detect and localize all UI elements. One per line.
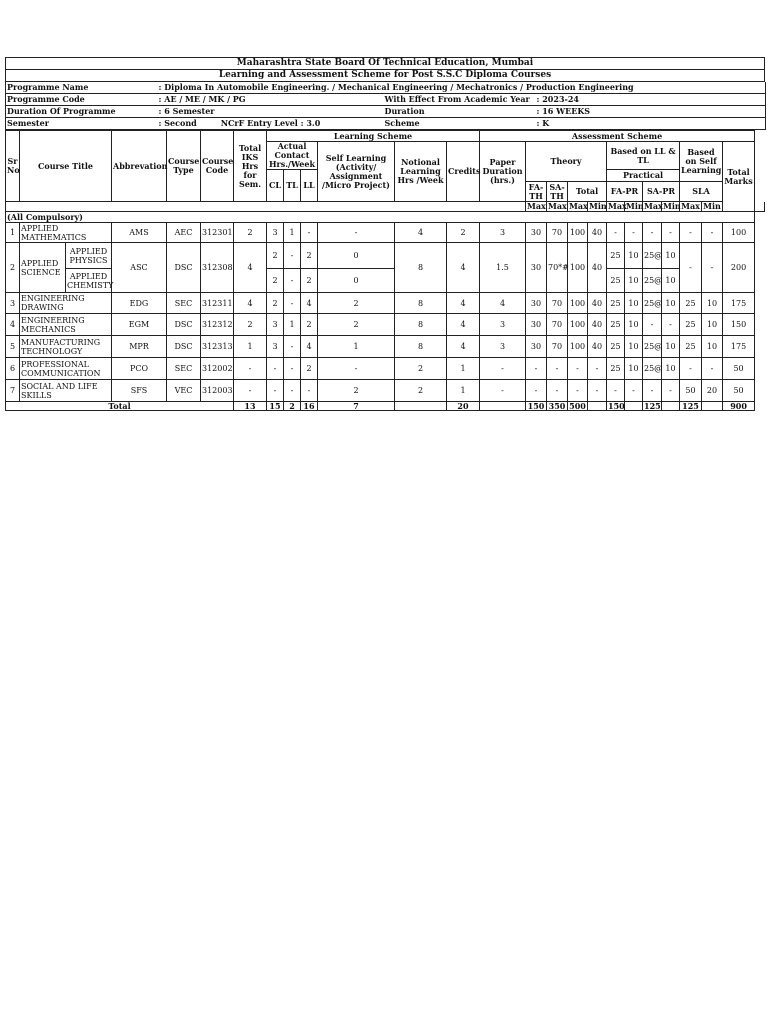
col-self-learning: Self Learning (Activity/ Assignment /Micro Project) — [318, 142, 395, 202]
th-total-max-cell: 100 — [568, 314, 588, 336]
col-paper-duration: Paper Duration (hrs.) — [480, 142, 526, 202]
table-row — [6, 314, 765, 336]
col-course-title: Course Title — [20, 131, 112, 202]
sr-cell: 1 — [6, 223, 20, 243]
col-fa-pr: FA-PR — [607, 182, 643, 202]
total-sla: 125 — [680, 402, 702, 411]
total-marks: 900 — [723, 402, 755, 411]
ll-cell: 2 — [301, 314, 318, 336]
col-tl: TL — [284, 170, 301, 202]
sr-cell: 7 — [6, 380, 20, 402]
code-cell: 312301 — [201, 223, 234, 243]
col-sa-pr: SA-PR — [643, 182, 680, 202]
col-course-type: Course Type — [167, 131, 201, 202]
iks-cell: 2 — [234, 223, 267, 243]
code-cell: 312003 — [201, 380, 234, 402]
semester-label: Semester — [7, 118, 49, 128]
total-sl: 7 — [318, 402, 395, 411]
sla-max: Max — [681, 201, 700, 211]
scheme-table — [5, 130, 765, 411]
sl-cell: 0 — [318, 243, 395, 269]
cl-cell: 2 — [267, 293, 284, 314]
abbr-cell: MPR — [112, 336, 167, 358]
ll-cell: 2 — [301, 269, 318, 293]
fa-pr-max-cell: 25 — [607, 293, 625, 314]
tl-cell: 1 — [284, 223, 301, 243]
sa-pr-min-cell: 10 — [662, 336, 680, 358]
paper-cell: - — [480, 358, 526, 380]
effect-label: With Effect From Academic Year — [384, 94, 530, 104]
effect-value: : 2023-24 — [536, 94, 579, 104]
fa-th-cell: 30 — [526, 336, 547, 358]
course-rows-b — [6, 293, 765, 402]
fa-pr-max-cell: 25 — [607, 336, 625, 358]
paper-cell: - — [480, 380, 526, 402]
tl-cell: - — [284, 336, 301, 358]
sl-cell: - — [318, 223, 395, 243]
assessment-scheme-header: Assessment Scheme — [480, 131, 755, 142]
sla-max-cell: 25 — [680, 336, 702, 358]
col-sa-th: SA-TH — [547, 182, 568, 202]
total-credits: 20 — [447, 402, 480, 411]
sa-th-cell: - — [547, 358, 568, 380]
sa-th-cell: - — [547, 380, 568, 402]
fa-th-cell: 30 — [526, 293, 547, 314]
tl-cell: 1 — [284, 314, 301, 336]
type-cell: DSC — [167, 314, 201, 336]
title-cell: SOCIAL AND LIFE SKILLS — [20, 380, 112, 402]
sla-min-cell: - — [702, 223, 723, 243]
sla-min-cell: 10 — [702, 293, 723, 314]
scheme-label: Scheme — [384, 118, 420, 128]
col-notional: Notional Learning Hrs /Week — [395, 142, 447, 202]
credits-cell: 4 — [447, 314, 480, 336]
paper-cell: 4 — [480, 293, 526, 314]
th-total-max-cell: 100 — [568, 243, 588, 293]
code-cell: 312002 — [201, 358, 234, 380]
total-fa-pr-min — [625, 402, 643, 411]
sla-min-cell: - — [702, 243, 723, 293]
th-total-max: Max — [569, 201, 588, 211]
th-total-max-cell: 100 — [568, 223, 588, 243]
code-cell: 312312 — [201, 314, 234, 336]
iks-cell: 4 — [234, 293, 267, 314]
sl-cell: - — [318, 358, 395, 380]
total-fa-pr: 150 — [608, 401, 625, 411]
fa-th-cell: - — [526, 358, 547, 380]
scheme-title: Learning and Assessment Scheme for Post S.S.C Diploma Courses — [6, 70, 765, 82]
cl-cell: - — [267, 358, 284, 380]
notional-cell: 4 — [395, 223, 447, 243]
iks-cell: - — [234, 358, 267, 380]
sa-pr-max-cell: - — [643, 314, 662, 336]
sl-cell: 2 — [318, 380, 395, 402]
sla-min-cell: - — [702, 358, 723, 380]
fa-pr-max-cell: - — [607, 223, 625, 243]
paper-cell: 3 — [480, 314, 526, 336]
scheme-value: : K — [536, 118, 550, 128]
total-sa-pr: 125 — [644, 401, 661, 411]
sa-pr-max: Max — [644, 201, 663, 211]
notional-cell: 8 — [395, 243, 447, 293]
iks-cell: 1 — [234, 336, 267, 358]
total-sla-min — [702, 402, 723, 411]
fa-pr-min-cell: 10 — [625, 336, 643, 358]
cl-cell: 2 — [267, 243, 284, 269]
ll-cell: 4 — [301, 336, 318, 358]
sla-max-cell: 25 — [680, 314, 702, 336]
sub-title-cell: APPLIED CHEMISTY — [66, 269, 112, 293]
fa-pr-min-cell: 10 — [625, 358, 643, 380]
title-cell: APPLIED MATHEMATICS — [20, 223, 112, 243]
notional-cell: 2 — [395, 380, 447, 402]
th-total-max-cell: 100 — [568, 293, 588, 314]
tl-cell: - — [284, 269, 301, 293]
col-credits: Credits — [447, 142, 480, 202]
col-based-on-ll-tl: Based on LL & TL — [607, 142, 680, 170]
th-total-min-cell: 40 — [588, 223, 607, 243]
tl-cell: - — [284, 380, 301, 402]
col-sr-no: Sr No — [6, 131, 20, 202]
table-row — [6, 243, 765, 269]
sla-max-cell: - — [680, 243, 702, 293]
total-marks-cell: 150 — [723, 314, 755, 336]
fa-th-cell: 30 — [526, 243, 547, 293]
duration-label: Duration — [384, 106, 425, 116]
fa-pr-min: Min — [626, 201, 644, 211]
type-cell: SEC — [167, 293, 201, 314]
programme-name-value: : Diploma In Automobile Engineering. / Mechanical Engineering / Mechatronics / Production Engineering — [158, 82, 634, 92]
col-th-total: Total — [568, 182, 607, 202]
fa-pr-min-cell: 10 — [625, 269, 643, 293]
sla-max-cell: 50 — [680, 380, 702, 402]
total-fa-th: 150 — [526, 402, 547, 411]
sr-cell: 6 — [6, 358, 20, 380]
ll-cell: 4 — [301, 293, 318, 314]
duration-value: : 16 WEEKS — [536, 106, 591, 116]
credits-cell: 4 — [447, 293, 480, 314]
sa-pr-max-cell: 25@ — [643, 269, 662, 293]
col-sla: SLA — [680, 182, 723, 202]
header-table — [5, 57, 765, 82]
programme-code-value: : AE / ME / MK / PG — [158, 94, 246, 104]
abbr-cell: PCO — [112, 358, 167, 380]
tl-cell: - — [284, 293, 301, 314]
ll-cell: - — [301, 223, 318, 243]
sl-cell: 2 — [318, 314, 395, 336]
paper-cell: 3 — [480, 336, 526, 358]
sa-pr-max-cell: 25@ — [643, 243, 662, 269]
cl-cell: 3 — [267, 336, 284, 358]
board-title: Maharashtra State Board Of Technical Education, Mumbai — [6, 58, 765, 70]
th-total-max-cell: - — [568, 358, 588, 380]
totals-section — [6, 402, 765, 411]
title-cell: ENGINEERING DRAWING — [20, 293, 112, 314]
cl-cell: 3 — [267, 223, 284, 243]
cl-cell: 2 — [267, 269, 284, 293]
paper-cell: 3 — [480, 223, 526, 243]
credits-cell: 1 — [447, 380, 480, 402]
total-marks-cell: 100 — [723, 223, 755, 243]
th-total-max-cell: 100 — [568, 336, 588, 358]
credits-cell: 4 — [447, 243, 480, 293]
code-cell: 312313 — [201, 336, 234, 358]
total-marks-cell: 50 — [723, 380, 755, 402]
sa-th-cell: 70 — [547, 336, 568, 358]
total-marks-cell: 175 — [723, 293, 755, 314]
total-iks: 13 — [234, 402, 267, 411]
th-total-min: Min — [589, 201, 607, 211]
sla-max-cell: 25 — [680, 293, 702, 314]
abbr-cell: AMS — [112, 223, 167, 243]
notional-cell: 8 — [395, 293, 447, 314]
fa-pr-max: Max — [608, 201, 627, 211]
type-cell: DSC — [167, 336, 201, 358]
sa-th-max: Max — [548, 201, 567, 211]
notional-cell: 8 — [395, 314, 447, 336]
sa-th-cell: 70*# — [547, 243, 568, 293]
col-ll: LL — [301, 170, 318, 202]
ll-cell: 2 — [301, 358, 318, 380]
total-sa-pr-min — [662, 402, 680, 411]
col-abbreviation: Abbrevation — [112, 131, 167, 202]
fa-pr-max-cell: 25 — [607, 358, 625, 380]
title-cell: APPLIED SCIENCE — [20, 243, 66, 293]
sub-title-cell: APPLIED PHYSICS — [66, 243, 112, 269]
fa-pr-min-cell: 10 — [625, 293, 643, 314]
total-th-min — [588, 402, 607, 411]
sa-pr-max-cell: 25@ — [643, 293, 662, 314]
total-label: Total — [6, 402, 234, 411]
tl-cell: - — [284, 243, 301, 269]
fa-pr-max-cell: - — [607, 380, 625, 402]
credits-cell: 4 — [447, 336, 480, 358]
table-row — [6, 293, 765, 314]
sr-cell: 4 — [6, 314, 20, 336]
total-marks-cell: 50 — [723, 358, 755, 380]
programme-code-label: Programme Code — [7, 94, 85, 104]
fa-pr-max-cell: 25 — [607, 269, 625, 293]
sa-pr-min-cell: - — [662, 380, 680, 402]
sa-pr-max-cell: - — [643, 223, 662, 243]
total-paper — [480, 402, 526, 411]
sa-th-cell: 70 — [547, 293, 568, 314]
sa-pr-min-cell: 10 — [662, 293, 680, 314]
sr-cell: 2 — [6, 243, 20, 293]
course-rows-a — [6, 223, 765, 293]
programme-info — [5, 82, 766, 130]
sa-pr-max-cell: 25@ — [643, 358, 662, 380]
credits-cell: 1 — [447, 358, 480, 380]
notional-cell: 8 — [395, 336, 447, 358]
sa-pr-min-cell: - — [662, 223, 680, 243]
title-cell: ENGINEERING MECHANICS — [20, 314, 112, 336]
table-row — [6, 358, 765, 380]
learning-scheme-header: Learning Scheme — [267, 131, 480, 142]
sa-th-cell: 70 — [547, 314, 568, 336]
ncrf-label: NCrF Entry Level : 3.0 — [220, 118, 321, 128]
duration-programme-label: Duration Of Programme — [7, 106, 116, 116]
sr-cell: 5 — [6, 336, 20, 358]
sa-pr-min-cell: 10 — [662, 358, 680, 380]
sla-min-cell: 10 — [702, 336, 723, 358]
th-total-min-cell: 40 — [588, 336, 607, 358]
sa-pr-min-cell: 10 — [662, 243, 680, 269]
col-theory: Theory — [526, 142, 607, 182]
table-row — [6, 380, 765, 402]
col-cl: CL — [267, 170, 284, 202]
table-row — [6, 336, 765, 358]
type-cell: SEC — [167, 358, 201, 380]
iks-cell: 4 — [234, 243, 267, 293]
code-cell: 312311 — [201, 293, 234, 314]
total-marks-cell: 175 — [723, 336, 755, 358]
semester-value — [158, 118, 384, 130]
fa-th-cell: 30 — [526, 314, 547, 336]
fa-th-max: Max — [527, 201, 546, 211]
code-cell: 312308 — [201, 243, 234, 293]
abbr-cell: ASC — [112, 243, 167, 293]
type-cell: VEC — [167, 380, 201, 402]
total-marks-cell: 200 — [723, 243, 755, 293]
th-total-min-cell: 40 — [588, 293, 607, 314]
th-total-max-cell: - — [568, 380, 588, 402]
programme-name-label: Programme Name — [7, 82, 89, 92]
scheme-sheet — [5, 57, 765, 411]
sla-max-cell: - — [680, 358, 702, 380]
abbr-cell: EGM — [112, 314, 167, 336]
paper-cell: 1.5 — [480, 243, 526, 293]
fa-pr-max-cell: 25 — [607, 314, 625, 336]
th-total-min-cell: 40 — [588, 243, 607, 293]
col-practical: Practical — [607, 170, 680, 182]
fa-pr-min-cell: 10 — [625, 243, 643, 269]
th-total-min-cell: 40 — [588, 314, 607, 336]
sa-pr-min: Min — [663, 201, 681, 211]
col-based-on-self-learning: Based on Self Learning — [680, 142, 723, 182]
sa-pr-max-cell: 25@ — [643, 336, 662, 358]
credits-cell: 2 — [447, 223, 480, 243]
sl-cell: 2 — [318, 293, 395, 314]
sl-cell: 1 — [318, 336, 395, 358]
col-course-code: Course Code — [201, 131, 234, 202]
iks-cell: - — [234, 380, 267, 402]
tl-cell: - — [284, 358, 301, 380]
sr-cell: 3 — [6, 293, 20, 314]
th-total-min-cell: - — [588, 358, 607, 380]
totals-row — [6, 402, 765, 411]
total-tl: 2 — [284, 402, 301, 411]
table-row — [6, 223, 765, 243]
sla-min-cell: 10 — [702, 314, 723, 336]
sa-pr-max-cell: - — [643, 380, 662, 402]
total-sa-th: 350 — [547, 402, 568, 411]
sa-pr-min-cell: 10 — [662, 269, 680, 293]
total-th-total: 500 — [569, 401, 586, 411]
semester-value-text: : Second — [158, 118, 197, 128]
sla-max-cell: - — [680, 223, 702, 243]
duration-programme-value: : 6 Semester — [158, 106, 215, 116]
total-notional — [395, 402, 447, 411]
cl-cell: - — [267, 380, 284, 402]
abbr-cell: EDG — [112, 293, 167, 314]
sla-min: Min — [703, 201, 721, 211]
total-ll: 16 — [301, 402, 318, 411]
fa-pr-min-cell: - — [625, 380, 643, 402]
fa-pr-max-cell: 25 — [607, 243, 625, 269]
col-total-marks: Total Marks — [723, 142, 755, 212]
sa-th-cell: 70 — [547, 223, 568, 243]
abbr-cell: SFS — [112, 380, 167, 402]
ll-cell: 2 — [301, 243, 318, 269]
ll-cell: - — [301, 380, 318, 402]
total-cl: 15 — [267, 402, 284, 411]
iks-cell: 2 — [234, 314, 267, 336]
type-cell: DSC — [167, 243, 201, 293]
fa-pr-min-cell: - — [625, 223, 643, 243]
col-actual-contact: Actual Contact Hrs./Week — [267, 142, 318, 170]
section-label: (All Compulsory) — [6, 212, 755, 223]
fa-pr-min-cell: 10 — [625, 314, 643, 336]
notional-cell: 2 — [395, 358, 447, 380]
sl-cell: 0 — [318, 269, 395, 293]
fa-th-cell: - — [526, 380, 547, 402]
cl-cell: 3 — [267, 314, 284, 336]
title-cell: PROFESSIONAL COMMUNICATION — [20, 358, 112, 380]
fa-th-cell: 30 — [526, 223, 547, 243]
col-fa-th: FA-TH — [526, 182, 547, 202]
type-cell: AEC — [167, 223, 201, 243]
sa-pr-min-cell: - — [662, 314, 680, 336]
col-total-iks: Total IKS Hrs for Sem. — [234, 131, 267, 202]
title-cell: MANUFACTURING TECHNOLOGY — [20, 336, 112, 358]
sla-min-cell: 20 — [702, 380, 723, 402]
th-total-min-cell: - — [588, 380, 607, 402]
